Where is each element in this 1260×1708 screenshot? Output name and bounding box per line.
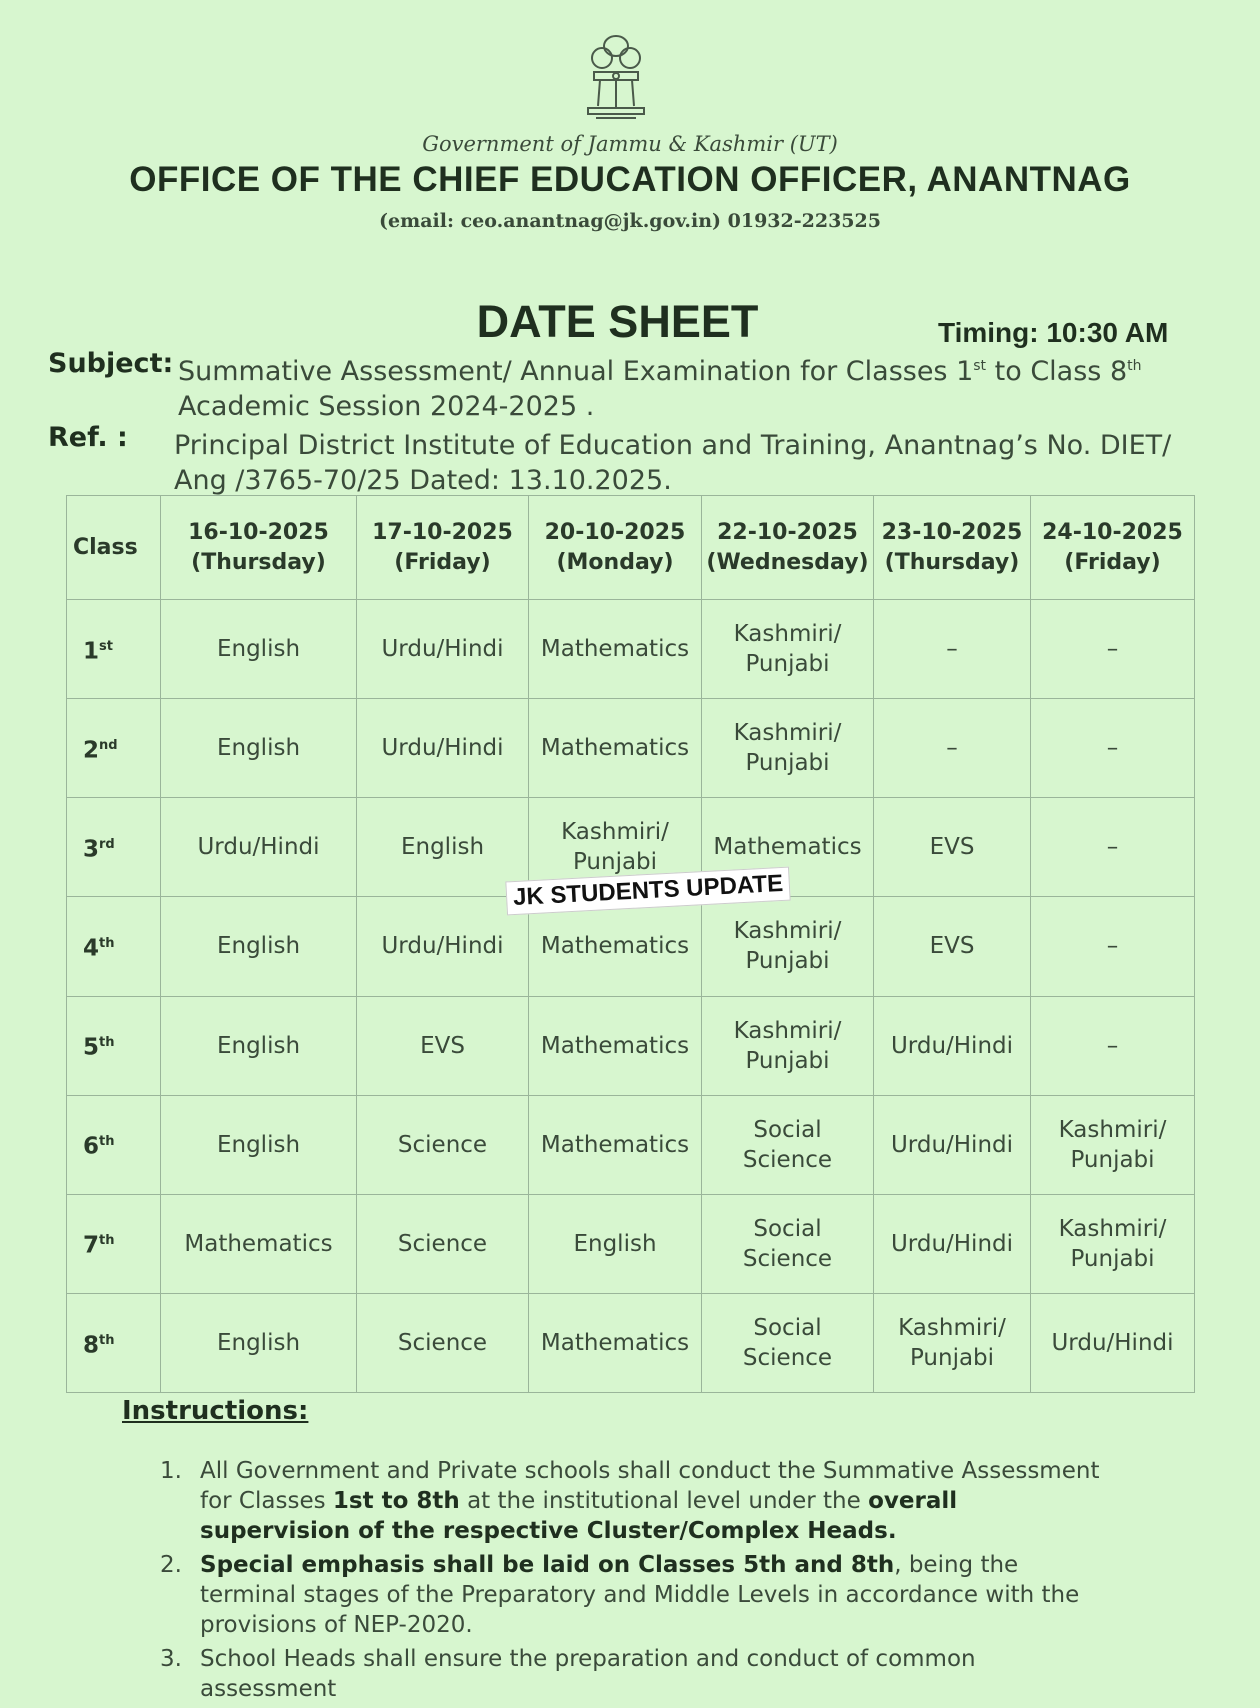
subject-cell: Urdu/Hindi <box>161 798 357 897</box>
ref-label: Ref. : <box>48 422 128 453</box>
subject-cell: – <box>874 600 1031 699</box>
subject-cell: Kashmiri/ Punjabi <box>702 897 874 996</box>
list-item: 2. Special emphasis shall be laid on Classes 5th and 8th, being the terminal stages of the Preparatory and Middle Levels in accordance with the provisions of NEP-2020. <box>160 1552 1080 1638</box>
office-title: OFFICE OF THE CHIEF EDUCATION OFFICER, ANANTNAG <box>129 160 1131 199</box>
exam-schedule-table <box>66 495 1195 1393</box>
subject-cell: Urdu/Hindi <box>357 699 529 798</box>
watermark-stamp: JK STUDENTS UPDATE <box>505 867 791 916</box>
instructions-list <box>160 1456 1110 1708</box>
subject-cell: Kashmiri/ Punjabi <box>702 600 874 699</box>
class-cell: 6th <box>67 1095 161 1194</box>
subject-line-2: Academic Session 2024-2025 . <box>178 391 595 422</box>
class-cell: 7th <box>67 1194 161 1293</box>
instructions-title: Instructions: <box>122 1396 309 1426</box>
subject-cell: Kashmiri/ Punjabi <box>529 798 702 897</box>
date-column-header: 23-10-2025 (Thursday) <box>874 496 1031 600</box>
subject-cell: – <box>1031 897 1195 996</box>
subject-cell: English <box>161 699 357 798</box>
list-item: 1. All Government and Private schools shall conduct the Summative Assessment for Classes 1st to 8th at the institutional level under the overall supervision of the respective Cluster/Complex Heads. <box>160 1458 1100 1544</box>
subject-cell: Mathematics <box>529 600 702 699</box>
class-cell: 3rd <box>67 798 161 897</box>
date-column-header: 22-10-2025 (Wednesday) <box>702 496 874 600</box>
subject-cell: English <box>161 1293 357 1392</box>
table-row <box>67 600 1195 699</box>
subject-cell: Kashmiri/ Punjabi <box>1031 1194 1195 1293</box>
class-cell: 5th <box>67 996 161 1095</box>
date-column-header: 16-10-2025 (Thursday) <box>161 496 357 600</box>
table-row <box>67 1194 1195 1293</box>
subject-cell: Kashmiri/ Punjabi <box>874 1293 1031 1392</box>
subject-cell: – <box>1031 798 1195 897</box>
subject-cell: Urdu/Hindi <box>357 897 529 996</box>
subject-cell: English <box>161 1095 357 1194</box>
date-column-header: 17-10-2025 (Friday) <box>357 496 529 600</box>
subject-cell: Kashmiri/ Punjabi <box>702 996 874 1095</box>
subject-cell: – <box>874 699 1031 798</box>
subject-cell: Social Science <box>702 1095 874 1194</box>
subject-cell: Urdu/Hindi <box>874 996 1031 1095</box>
subject-cell: EVS <box>874 798 1031 897</box>
government-line: Government of Jammu & Kashmir (UT) <box>422 132 838 156</box>
subject-cell: English <box>161 897 357 996</box>
subject-cell: Mathematics <box>529 996 702 1095</box>
subject-line-1: Summative Assessment/ Annual Examination for Classes 1st to Class 8th <box>178 356 1142 387</box>
subject-cell: Kashmiri/ Punjabi <box>702 699 874 798</box>
table-row <box>67 1095 1195 1194</box>
subject-cell: Science <box>357 1095 529 1194</box>
subject-text <box>178 349 1142 424</box>
subject-cell: English <box>357 798 529 897</box>
list-item: 3. School Heads shall ensure the preparation and conduct of common assessment <box>160 1646 976 1702</box>
subject-cell: Urdu/Hindi <box>874 1194 1031 1293</box>
contact-line: (email: ceo.anantnag@jk.gov.in) 01932-223525 <box>379 210 881 232</box>
subject-cell: Mathematics <box>529 1095 702 1194</box>
table-row <box>67 996 1195 1095</box>
subject-cell: Science <box>357 1293 529 1392</box>
class-cell: 2nd <box>67 699 161 798</box>
subject-cell: English <box>529 1194 702 1293</box>
subject-cell: Science <box>357 1194 529 1293</box>
subject-cell: Mathematics <box>161 1194 357 1293</box>
date-column-header: 24-10-2025 (Friday) <box>1031 496 1195 600</box>
class-column-header: Class <box>67 496 161 600</box>
table-row <box>67 1293 1195 1392</box>
subject-label: Subject: <box>48 348 174 379</box>
subject-cell: Mathematics <box>529 699 702 798</box>
ref-line-2: Ang /3765-70/25 Dated: 13.10.2025. <box>174 465 672 496</box>
subject-cell: Mathematics <box>529 1293 702 1392</box>
table-row <box>67 897 1195 996</box>
subject-cell: – <box>1031 996 1195 1095</box>
subject-cell: Kashmiri/ Punjabi <box>1031 1095 1195 1194</box>
subject-cell: Social Science <box>702 1293 874 1392</box>
document-title: DATE SHEET <box>476 296 759 347</box>
subject-cell: English <box>161 600 357 699</box>
class-cell: 4th <box>67 897 161 996</box>
table-header-row <box>67 496 1195 600</box>
subject-cell: EVS <box>357 996 529 1095</box>
subject-cell: Urdu/Hindi <box>874 1095 1031 1194</box>
subject-cell: – <box>1031 699 1195 798</box>
class-cell: 1st <box>67 600 161 699</box>
subject-cell: Urdu/Hindi <box>1031 1293 1195 1392</box>
class-cell: 8th <box>67 1293 161 1392</box>
table-row <box>67 699 1195 798</box>
subject-cell: English <box>161 996 357 1095</box>
ref-line-1: Principal District Institute of Education and Training, Anantnag’s No. DIET/ <box>174 430 1172 461</box>
national-emblem-icon <box>578 28 654 124</box>
subject-cell: Mathematics <box>702 798 874 897</box>
ref-text <box>174 428 1171 498</box>
subject-cell: – <box>1031 600 1195 699</box>
subject-cell: Social Science <box>702 1194 874 1293</box>
subject-cell: EVS <box>874 897 1031 996</box>
subject-cell: Urdu/Hindi <box>357 600 529 699</box>
date-column-header: 20-10-2025 (Monday) <box>529 496 702 600</box>
subject-cell: Mathematics <box>529 897 702 996</box>
exam-timing: Timing: 10:30 AM <box>938 317 1169 348</box>
